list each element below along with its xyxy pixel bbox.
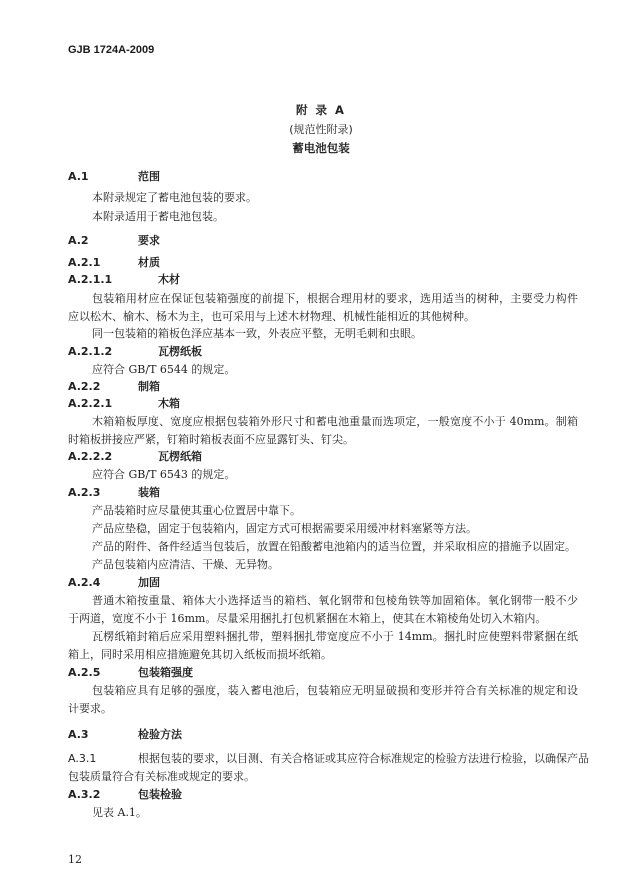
section-heading-a21 [68,256,160,270]
section-title: 材质 [138,256,160,269]
appendix-name: 蓄电池包装 [292,141,350,155]
paragraph-line: 同一包装箱的箱板色泽应基本一致，外表应平整，无明毛刺和虫眼。 [92,327,422,340]
section-title: 范围 [138,170,160,183]
section-heading-a1 [68,170,160,184]
paragraph-line: 本附录规定了蓄电池包装的要求。 [92,191,257,204]
section-heading-a2 [68,234,160,248]
section-heading-a211 [68,273,180,287]
section-title: 加固 [138,576,160,589]
section-title: 制箱 [138,380,160,393]
section-heading-a3 [68,728,182,742]
section-heading-a32 [68,788,182,802]
section-a31-line-1 [68,752,589,766]
paragraph-line: 根据包装的要求，以目测、有关合格证或其应符合标准规定的检验方法进行检验，以确保产品 [138,752,589,765]
appendix-subtitle: (规范性附录) [289,123,353,136]
section-title: 包装检验 [138,788,182,801]
section-number: A.2.5 [68,666,101,679]
section-title: 装箱 [138,486,160,499]
section-number: A.2.3 [68,486,101,499]
section-number: A.2.2.2 [68,450,113,463]
paragraph-line: 包装箱用材应在保证包装箱强度的前提下，根据合理用材的要求，选用适当的树种，主要受力构件 [92,292,578,305]
section-title: 木箱 [158,397,180,410]
section-title: 检验方法 [138,728,182,741]
section-heading-a212 [68,345,202,359]
section-number: A.3 [68,728,89,741]
section-title: 瓦楞纸箱 [158,450,202,463]
section-heading-a221 [68,397,180,411]
section-number: A.2.1.1 [68,273,113,286]
paragraph-line: 应以松木、榆木、杨木为主，也可采用与上述木材物理、机械性能相近的其他树种。 [68,310,475,323]
standard-code-header: GJB 1724A-2009 [68,44,155,56]
section-number: A.2.4 [68,576,101,589]
section-title: 要求 [138,234,160,247]
paragraph-line: 见表 A.1。 [92,806,147,819]
paragraph-line: 应符合 GB/T 6543 的规定。 [92,468,236,481]
paragraph-line: 木箱箱板厚度、宽度应根据包装箱外形尺寸和蓄电池重量而选项定，一般宽度不小于 40mm。制箱 [92,415,578,428]
paragraph-line: 计要求。 [68,702,112,715]
paragraph-line: 于两道，宽度不小于 16mm。尽量采用捆扎打包机紧捆在木箱上，使其在木箱棱角处切入木箱内。 [68,612,547,625]
paragraph-line: 产品包装箱内应清洁、干燥、无异物。 [92,558,279,571]
section-number: A.2.1.2 [68,345,113,358]
paragraph-line: 包装质量符合有关标准或规定的要求。 [68,770,255,783]
section-heading-a222 [68,450,202,464]
paragraph-line: 包装箱应具有足够的强度，装入蓄电池后，包装箱应无明显破损和变形并符合有关标准的规定和设 [92,684,578,697]
appendix-title: 附 录 A [296,103,346,117]
section-heading-a23 [68,486,160,500]
section-number: A.2.2 [68,380,101,393]
page-number: 12 [68,853,82,866]
section-number: A.1 [68,170,89,183]
paragraph-line: 产品应垫稳，固定于包装箱内，固定方式可根据需要采用缓冲材料塞紧等方法。 [92,522,477,535]
section-title: 瓦楞纸板 [158,345,202,358]
section-heading-a25 [68,666,193,680]
section-heading-a22 [68,380,160,394]
paragraph-line: 时箱板拼接应严紧，钉箱时箱板表面不应显露钉头、钉尖。 [68,433,354,446]
section-number: A.2.2.1 [68,397,113,410]
paragraph-line: 本附录适用于蓄电池包装。 [92,210,224,223]
section-number: A.3.1 [68,752,97,765]
paragraph-line: 瓦楞纸箱封箱后应采用塑料捆扎带，塑料捆扎带宽度应不小于 14mm。捆扎时应使塑料带紧捆在纸 [92,630,578,643]
paragraph-line: 产品装箱时应尽量使其重心位置居中靠下。 [92,504,301,517]
section-number: A.3.2 [68,788,101,801]
paragraph-line: 普通木箱按重量、箱体大小选择适当的箱档、氧化钢带和包棱角铁等加固箱体。氧化钢带一般不少 [92,594,578,607]
section-title: 包装箱强度 [138,666,193,679]
paragraph-line: 应符合 GB/T 6544 的规定。 [92,363,236,376]
section-title: 木材 [158,273,180,286]
paragraph-line: 箱上，同时采用相应措施避免其切入纸板而损坏纸箱。 [68,648,332,661]
paragraph-line: 产品的附件、备件经适当包装后，放置在铅酸蓄电池箱内的适当位置，并采取相应的措施予以固定。 [92,540,576,553]
section-heading-a24 [68,576,160,590]
section-number: A.2.1 [68,256,101,269]
section-number: A.2 [68,234,89,247]
